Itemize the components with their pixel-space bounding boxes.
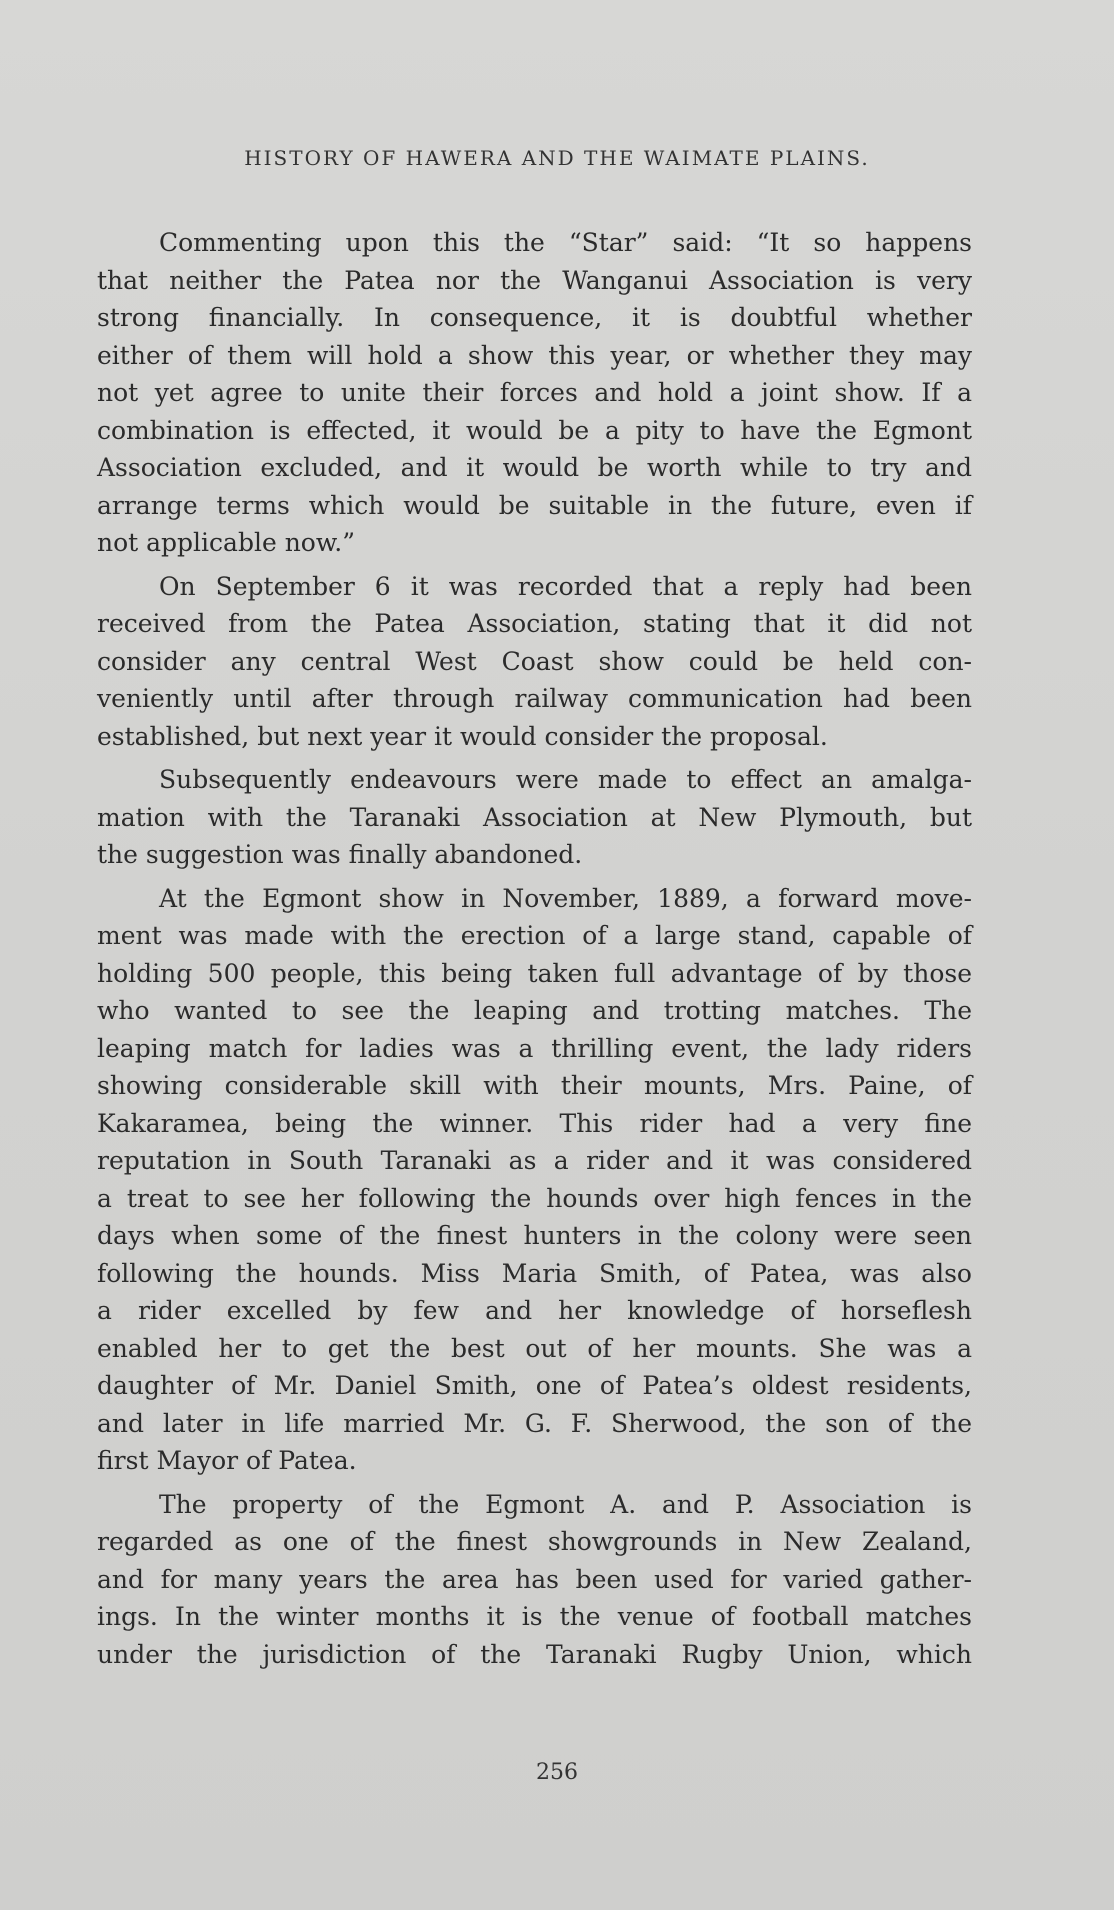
- text-line: ment was made with the erection of a large stand, capable of: [97, 921, 972, 950]
- text-line: not applicable now.”: [97, 528, 356, 557]
- text-line: the suggestion was finally abandoned.: [97, 840, 583, 869]
- paragraph: [97, 880, 972, 1480]
- paragraph: [97, 224, 972, 562]
- paragraph: [97, 568, 972, 756]
- text-line: received from the Patea Association, stating that it did not: [97, 609, 972, 638]
- text-line: either of them will hold a show this year, or whether they may: [97, 340, 972, 370]
- text-line: not yet agree to unite their forces and hold a joint show. If a: [97, 378, 972, 407]
- text-line: holding 500 people, this being taken full advantage of by those: [97, 958, 972, 988]
- text-line: under the jurisdiction of the Taranaki Rugby Union, which: [97, 1639, 972, 1669]
- text-line: and for many years the area has been used for varied gather-: [97, 1564, 972, 1594]
- text-line: combination is effected, it would be a pity to have the Egmont: [97, 415, 972, 445]
- text-line: enabled her to get the best out of her mounts. She was a: [97, 1333, 972, 1363]
- text-line: The property of the Egmont A. and P. Association is: [159, 1489, 972, 1519]
- text-line: regarded as one of the finest showgrounds in New Zealand,: [97, 1527, 972, 1556]
- text-line: consider any central West Coast show could be held con-: [97, 646, 972, 676]
- page-number: 256: [536, 1760, 578, 1785]
- text-line: Commenting upon this the “Star” said: “It so happens: [159, 228, 972, 257]
- text-line: On September 6 it was recorded that a reply had been: [159, 571, 972, 601]
- text-line: a rider excelled by few and her knowledge of horseflesh: [97, 1296, 972, 1325]
- paragraph: [97, 761, 972, 874]
- paragraph: [97, 1486, 972, 1674]
- text-line: At the Egmont show in November, 1889, a forward move-: [159, 883, 972, 913]
- text-line: leaping match for ladies was a thrilling event, the lady riders: [97, 1033, 972, 1063]
- text-line: a treat to see her following the hounds over high fences in the: [97, 1183, 972, 1213]
- text-line: ings. In the winter months it is the venue of football matches: [97, 1602, 972, 1631]
- text-line: showing considerable skill with their mounts, Mrs. Paine, of: [97, 1071, 972, 1100]
- text-line: veniently until after through railway communication had been: [97, 684, 972, 713]
- text-line: and later in life married Mr. G. F. Sherwood, the son of the: [97, 1408, 972, 1438]
- text-line: Kakaramea, being the winner. This rider had a very fine: [97, 1108, 972, 1138]
- text-line: strong financially. In consequence, it is doubtful whether: [97, 303, 972, 332]
- text-line: daughter of Mr. Daniel Smith, one of Patea’s oldest residents,: [97, 1371, 972, 1400]
- text-line: established, but next year it would consider the proposal.: [97, 721, 828, 751]
- text-line: Association excluded, and it would be worth while to try and: [97, 453, 972, 482]
- text-line: who wanted to see the leaping and trotting matches. The: [97, 996, 972, 1025]
- text-line: arrange terms which would be suitable in the future, even if: [97, 490, 972, 520]
- running-head: HISTORY OF HAWERA AND THE WAIMATE PLAINS.: [244, 146, 870, 170]
- text-line: reputation in South Taranaki as a rider and it was considered: [97, 1146, 972, 1175]
- text-line: days when some of the finest hunters in the colony were seen: [97, 1221, 972, 1250]
- text-line: mation with the Taranaki Association at New Plymouth, but: [97, 802, 972, 832]
- page-body: [97, 224, 972, 1673]
- text-line: Subsequently endeavours were made to effect an amalga-: [159, 765, 972, 794]
- text-line: first Mayor of Patea.: [97, 1446, 357, 1475]
- text-line: that neither the Patea nor the Wanganui Association is very: [97, 265, 972, 295]
- text-line: following the hounds. Miss Maria Smith, of Patea, was also: [97, 1258, 972, 1288]
